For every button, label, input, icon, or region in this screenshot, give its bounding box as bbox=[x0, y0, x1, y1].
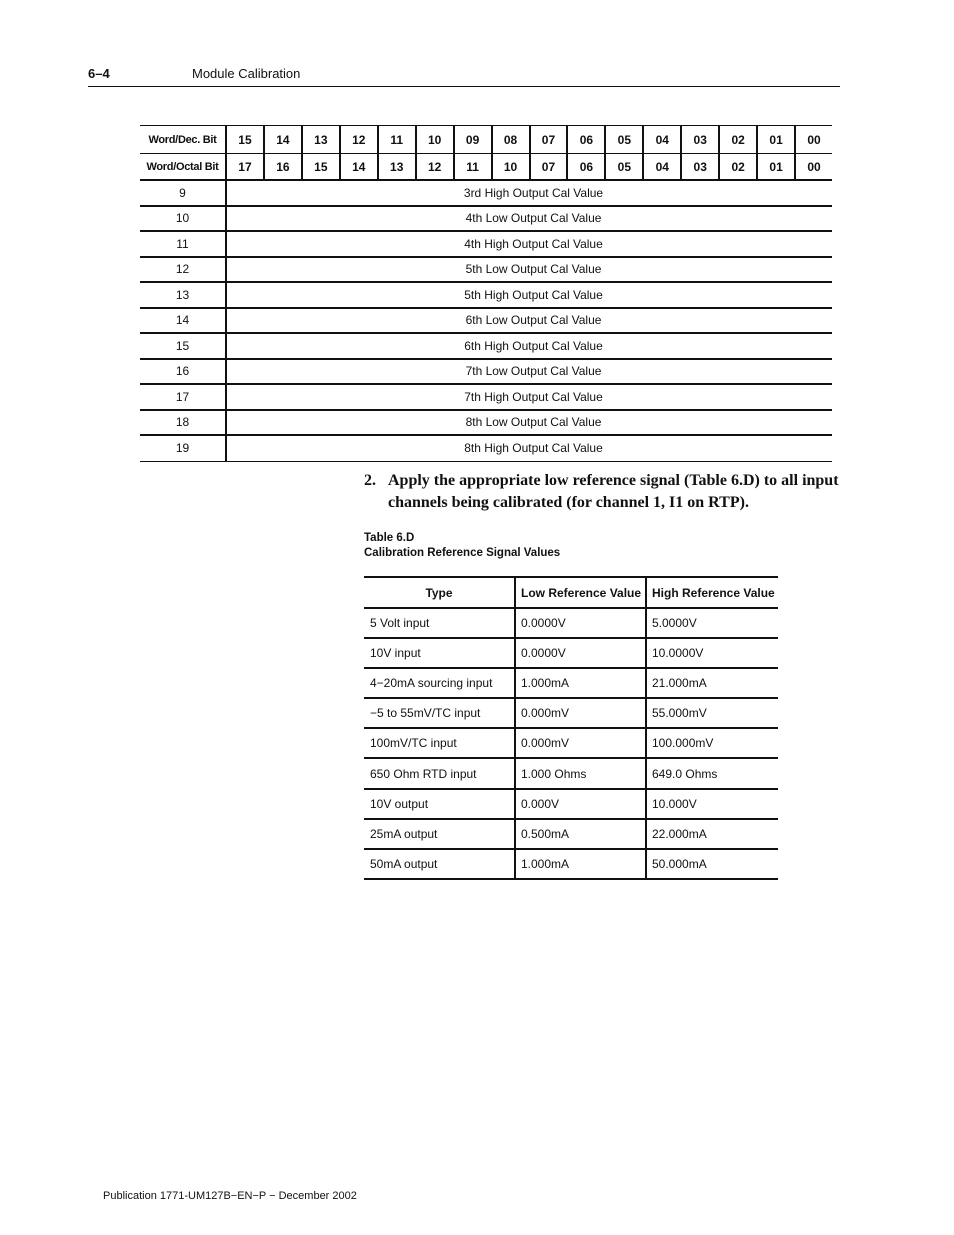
table-row bbox=[364, 699, 778, 729]
high-value-cell: 5.0000V bbox=[645, 609, 778, 637]
type-cell: 100mV/TC input bbox=[370, 736, 457, 751]
word-number: 10 bbox=[175, 211, 190, 226]
word-value: 8th Low Output Cal Value bbox=[225, 411, 832, 435]
dec-bit-cell: 01 bbox=[756, 126, 794, 153]
oct-bit-cell: 17 bbox=[225, 154, 263, 179]
word-number: 9 bbox=[179, 185, 186, 200]
dec-bit-cell: 07 bbox=[529, 126, 567, 153]
step-number: 2. bbox=[364, 472, 376, 489]
table-row bbox=[140, 283, 832, 309]
page-number: 6–4 bbox=[88, 66, 110, 81]
word-value: 8th High Output Cal Value bbox=[225, 436, 832, 461]
dec-bit-cell: 06 bbox=[566, 126, 604, 153]
high-value-cell: 100.000mV bbox=[645, 729, 778, 757]
high-value-cell: 649.0 Ohms bbox=[645, 759, 778, 787]
dec-bit-cell: 02 bbox=[718, 126, 756, 153]
oct-bit-cell: 06 bbox=[566, 154, 604, 179]
dec-bit-cell: 10 bbox=[415, 126, 453, 153]
dec-bit-cell: 08 bbox=[491, 126, 529, 153]
low-value-cell: 0.0000V bbox=[514, 609, 645, 637]
dec-bit-cell: 04 bbox=[642, 126, 680, 153]
step-text: Apply the appropriate low reference signal (Table 6.D) to all input channels being calibrated (for channel 1, I1 on RTP). bbox=[388, 472, 839, 511]
low-value-cell: 0.000V bbox=[514, 790, 645, 818]
oct-bit-cell: 16 bbox=[263, 154, 301, 179]
table-row bbox=[140, 360, 832, 386]
word-number: 11 bbox=[176, 236, 189, 251]
table-row bbox=[140, 309, 832, 335]
table-row bbox=[140, 411, 832, 437]
table-row bbox=[364, 820, 778, 850]
dec-bit-cell: 15 bbox=[225, 126, 263, 153]
oct-bit-cell: 05 bbox=[604, 154, 642, 179]
oct-bit-cell: 04 bbox=[642, 154, 680, 179]
word-value: 6th Low Output Cal Value bbox=[225, 309, 832, 333]
type-cell: −5 to 55mV/TC input bbox=[370, 706, 481, 721]
table-caption-title: Calibration Reference Signal Values bbox=[364, 547, 561, 559]
reference-signal-table bbox=[364, 576, 778, 880]
table-row bbox=[140, 232, 832, 258]
type-cell: 10V input bbox=[370, 646, 421, 661]
dec-bit-cell: 14 bbox=[263, 126, 301, 153]
column-header-type: Type bbox=[425, 585, 453, 600]
word-value: 5th Low Output Cal Value bbox=[225, 258, 832, 282]
dec-bit-cell: 03 bbox=[680, 126, 718, 153]
high-value-cell: 22.000mA bbox=[645, 820, 778, 848]
word-number: 18 bbox=[175, 415, 190, 430]
low-value-cell: 0.000mV bbox=[514, 699, 645, 727]
oct-bit-cell: 13 bbox=[377, 154, 415, 179]
column-header-low: Low Reference Value bbox=[514, 578, 645, 607]
instruction-step bbox=[364, 470, 839, 514]
table-row bbox=[140, 436, 832, 462]
word-value: 6th High Output Cal Value bbox=[225, 334, 832, 358]
type-cell: 10V output bbox=[370, 796, 429, 811]
table-row bbox=[364, 609, 778, 639]
table-caption-id: Table 6.D bbox=[364, 532, 415, 544]
decimal-bit-header-row bbox=[140, 125, 832, 153]
table-row bbox=[140, 181, 832, 207]
high-value-cell: 21.000mA bbox=[645, 669, 778, 697]
section-title: Module Calibration bbox=[192, 66, 301, 81]
oct-bit-cell: 14 bbox=[339, 154, 377, 179]
dec-bit-cell: 11 bbox=[377, 126, 415, 153]
table-row bbox=[364, 639, 778, 669]
oct-bit-cell: 10 bbox=[491, 154, 529, 179]
low-value-cell: 1.000mA bbox=[514, 850, 645, 878]
dec-bit-cell: 12 bbox=[339, 126, 377, 153]
dec-bit-cell: 00 bbox=[794, 126, 832, 153]
low-value-cell: 0.0000V bbox=[514, 639, 645, 667]
low-value-cell: 0.500mA bbox=[514, 820, 645, 848]
high-value-cell: 10.0000V bbox=[645, 639, 778, 667]
decimal-bit-label: Word/Dec. Bit bbox=[148, 133, 217, 146]
table-row bbox=[140, 258, 832, 284]
oct-bit-cell: 15 bbox=[301, 154, 339, 179]
type-cell: 50mA output bbox=[370, 856, 438, 871]
low-value-cell: 1.000mA bbox=[514, 669, 645, 697]
table-row bbox=[364, 850, 778, 880]
word-number: 16 bbox=[175, 364, 190, 379]
header-rule bbox=[88, 86, 840, 87]
table-row bbox=[140, 385, 832, 411]
table-row bbox=[364, 669, 778, 699]
oct-bit-cell: 12 bbox=[415, 154, 453, 179]
word-table-body bbox=[140, 181, 832, 462]
column-header-high: High Reference Value bbox=[645, 578, 778, 607]
high-value-cell: 55.000mV bbox=[645, 699, 778, 727]
word-number: 14 bbox=[175, 313, 190, 328]
type-cell: 650 Ohm RTD input bbox=[370, 766, 477, 781]
high-value-cell: 50.000mA bbox=[645, 850, 778, 878]
word-value: 4th High Output Cal Value bbox=[225, 232, 832, 256]
type-cell: 4−20mA sourcing input bbox=[370, 676, 493, 691]
table-row bbox=[364, 790, 778, 820]
oct-bit-cell: 01 bbox=[756, 154, 794, 179]
low-value-cell: 0.000mV bbox=[514, 729, 645, 757]
octal-bit-header-row bbox=[140, 153, 832, 181]
octal-bit-label: Word/Octal Bit bbox=[146, 160, 219, 173]
word-value: 7th Low Output Cal Value bbox=[225, 360, 832, 384]
dec-bit-cell: 09 bbox=[453, 126, 491, 153]
table-caption bbox=[364, 531, 560, 561]
oct-bit-cell: 02 bbox=[718, 154, 756, 179]
word-number: 19 bbox=[175, 441, 190, 456]
word-value: 4th Low Output Cal Value bbox=[225, 207, 832, 231]
word-number: 15 bbox=[175, 338, 190, 353]
word-number: 17 bbox=[175, 389, 190, 404]
oct-bit-cell: 03 bbox=[680, 154, 718, 179]
oct-bit-cell: 11 bbox=[453, 154, 491, 179]
high-value-cell: 10.000V bbox=[645, 790, 778, 818]
oct-bit-cell: 00 bbox=[794, 154, 832, 179]
word-value: 3rd High Output Cal Value bbox=[225, 181, 832, 205]
table-row bbox=[364, 729, 778, 759]
low-value-cell: 1.000 Ohms bbox=[514, 759, 645, 787]
type-cell: 25mA output bbox=[370, 826, 438, 841]
dec-bit-cell: 13 bbox=[301, 126, 339, 153]
word-value: 5th High Output Cal Value bbox=[225, 283, 832, 307]
dec-bit-cell: 05 bbox=[604, 126, 642, 153]
word-number: 12 bbox=[175, 262, 190, 277]
table-row bbox=[364, 759, 778, 789]
table-header-row bbox=[364, 576, 778, 609]
word-number: 13 bbox=[175, 287, 190, 302]
table-row bbox=[140, 334, 832, 360]
word-bit-table bbox=[140, 125, 832, 462]
type-cell: 5 Volt input bbox=[370, 616, 430, 631]
word-value: 7th High Output Cal Value bbox=[225, 385, 832, 409]
table-row bbox=[140, 207, 832, 233]
oct-bit-cell: 07 bbox=[529, 154, 567, 179]
publication-footer: Publication 1771-UM127B−EN−P − December 2002 bbox=[103, 1190, 357, 1202]
